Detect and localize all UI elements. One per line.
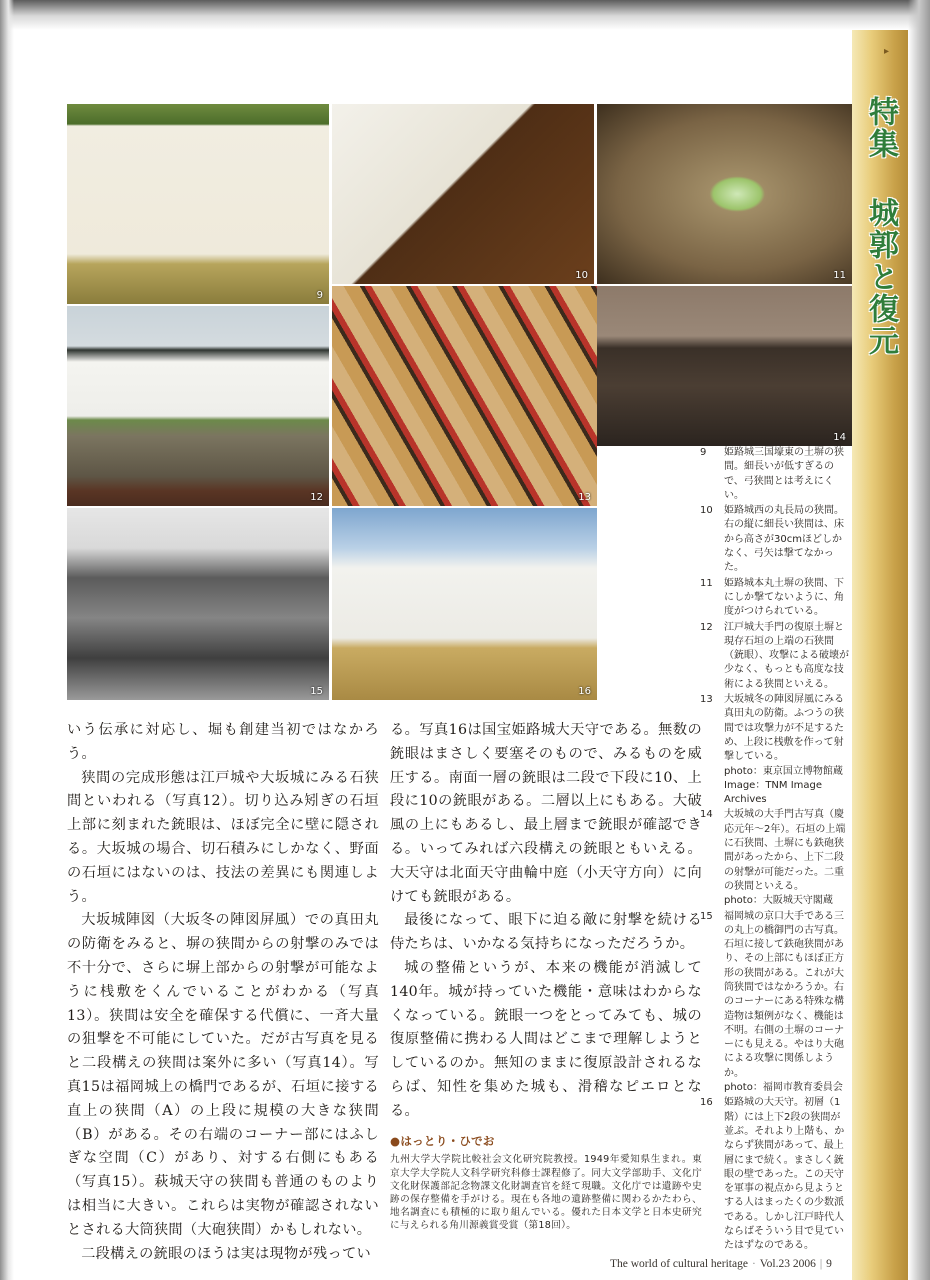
photo-captions — [700, 446, 850, 1255]
caption-text: 福岡城の京口大手である三の丸上の橋御門の古写真。石垣に接して鉄砲狭間があり、その上部にもほぼ正方形の狭間がある。これが大筒狭間ではなかろうか。右のコーナーにある特殊な構造物は類例がなく、機能は不明。右側の土塀のコーナーにも見える。やはり大砲による攻撃に関係しようか。 — [724, 910, 844, 1079]
photo-14 — [597, 286, 852, 446]
photo-number: 11 — [833, 270, 846, 281]
caption-number: 10 — [700, 505, 713, 517]
page-number: 9 — [826, 1258, 832, 1270]
photo-11 — [597, 104, 852, 284]
photo-12 — [67, 306, 329, 506]
photo-13 — [332, 286, 597, 506]
caption-body — [724, 693, 850, 807]
caption-number: 11 — [700, 577, 713, 589]
author-bio: 九州大学大学院比較社会文化研究院教授。1949年愛知県生まれ。東京大学大学院人文科学研究科修士課程修了。同大文学部助手、文化庁文化財保護部記念物課文化財調査官を経て現職。文化庁では遺跡や史跡の保存整備を手がける。現在も各地の遺跡整備に関わるかたわら、地名調査にも積極的に取り組んでいる。優れた日本文学と日本史研究に与えられる角川源義賞受賞（第18回）。 — [390, 1154, 702, 1232]
footer-separator: · — [751, 1258, 756, 1270]
caption-text: 姫路城の大天守。初層（1階）には上下2段の狭間が並ぶ。それより上階も、かならず狭間があって、最上層にまで続く。まさしく銃眼の壁であった。この天守を軍事の視点から見ようとする人はまったくの少数派である。しかし江戸時代人ならばそういう目で見ていたはずなのである。 — [724, 1097, 845, 1252]
caption-number: 15 — [700, 910, 713, 922]
caption-number: 12 — [700, 621, 713, 633]
photo-10 — [332, 104, 594, 284]
photo-number: 12 — [310, 492, 323, 503]
photo-9 — [67, 104, 329, 304]
page-edge-left — [0, 0, 14, 1280]
image-credit: Image：TNM Image Archives — [724, 779, 823, 806]
caption-number: 14 — [700, 809, 713, 821]
body-paragraph: 城の整備というが、本来の機能が消滅して140年。城が持っていた機能・意味はわからなくなっている。銃眼一つをとってみても、城の復原整備に携わる人間はどこまで理解しようとしているのか。無知のままに復原設計されるならば、知性を集めた城も、滑稽なピエロとなる。 — [390, 959, 702, 1119]
photo-16 — [332, 508, 597, 700]
body-paragraph: る。写真16は国宝姫路城大天守である。無数の銃眼はまさしく要塞そのもので、みるものを威圧する。南面一層の銃眼は二段で下段に10、上段に10の銃眼がある。二層以上にもある。大破風の上にもあるし、最上層まで銃眼が確認できる。いってみれば六段構えの銃眼ともいえる。大天守は北面天守曲輪中庭（小天守方向）に向けても銃眼がある。 — [390, 722, 702, 905]
body-paragraph: 二段構えの銃眼のほうは実は現物が残ってい — [81, 1245, 371, 1262]
caption-13 — [700, 693, 850, 807]
page-footer — [610, 1258, 850, 1270]
caption-10 — [700, 504, 850, 575]
page-edge-right — [908, 0, 930, 1280]
photo-number: 10 — [575, 270, 588, 281]
photo-credit: photo：大阪城天守閣蔵 — [724, 895, 833, 907]
body-paragraph: 狭間の完成形態は江戸城や大坂城にみる石狭間といわれる（写真12）。切り込み矧ぎの石垣上部に刻まれた銃眼は、ほぼ完全に壁に隠される。大坂城の場合、切石積みにしかなく、野面の石垣にはないのは、技法の差異にも関連しよう。 — [67, 769, 379, 905]
corner-mark: ▸ — [884, 46, 890, 57]
caption-body — [724, 808, 850, 908]
caption-body — [724, 910, 850, 1096]
caption-16 — [700, 1096, 850, 1253]
caption-number: 9 — [700, 447, 707, 458]
author-name: ●はっとり・ひでお — [390, 1133, 495, 1148]
footer-separator: | — [819, 1258, 823, 1270]
caption-number: 13 — [700, 694, 713, 706]
volume-label: Vol.23 2006 — [759, 1258, 816, 1270]
page-edge-top — [0, 0, 930, 30]
caption-text: 姫路城西の丸長局の狭間。右の縦に細長い狭間は、床から高さが30cmほどしかなく、弓矢は撃てなかった。 — [724, 505, 844, 574]
body-paragraph: 最後になって、眼下に迫る敵に射撃を続ける侍たちは、いかなる気持ちになっただろうか。 — [390, 912, 702, 953]
caption-12 — [700, 621, 850, 692]
caption-text: 姫路城三国壕東の土塀の狭間。細長いが低すぎるので、弓狭間とは考えにくい。 — [724, 447, 844, 501]
caption-14 — [700, 808, 850, 908]
photo-number: 16 — [578, 686, 591, 697]
photo-credit: photo：福岡市教育委員会 — [724, 1082, 843, 1094]
caption-text: 姫路城本丸土塀の狭間、下にしか撃てないように、角度がつけられている。 — [724, 577, 844, 618]
photo-number: 15 — [310, 686, 323, 697]
caption-9 — [700, 446, 850, 503]
body-paragraph: 大坂城陣図（大坂冬の陣図屏風）での真田丸の防衛をみると、塀の狭間からの射撃のみでは不十分で、さらに塀上部からの射撃が可能なように桟敷をくんでいることがわかる（写真13）。狭間は安全を確保する代償に、一斉大量の狙撃を不可能にしていた。だが古写真を見ると二段構えの狭間は案外に多い（写真14）。写真15は福岡城上の橋門であるが、石垣に接する直上の狭間（A）の上段に規模の大きな狭間（B）がある。その右端のコーナー部にはふしぎな空間（C）があり、対する右側にもある（写真15）。萩城天守の狭間も普通のものよりは相当に大きい。これらは実物が確認されないとされる大筒狭間（大砲狭間）かもしれない。 — [67, 912, 379, 1238]
body-paragraph: いう伝承に対応し、堀も創建当初ではなかろう。 — [67, 722, 379, 762]
caption-11 — [700, 577, 850, 620]
publication-name: The world of cultural heritage — [610, 1258, 748, 1270]
caption-text: 大坂城冬の陣図屏風にみる真田丸の防衛。ふつうの狭間では攻撃力が不足するため、上段に桟敷を作って射撃している。 — [724, 694, 844, 763]
photo-15 — [67, 508, 329, 700]
caption-number: 16 — [700, 1097, 713, 1109]
section-title: 特集 城郭と復元 — [863, 96, 898, 357]
body-column-left — [67, 719, 379, 1266]
caption-text: 大坂城の大手門古写真（慶応元年〜2年）。石垣の上端に石狭間、土塀にも鉄砲狭間があったから、上下二段の射撃が可能だった。二重の狭間といえる。 — [724, 809, 846, 892]
body-column-middle — [390, 719, 702, 1233]
photo-credit: photo：東京国立博物館蔵 — [724, 765, 843, 777]
photo-number: 14 — [833, 432, 846, 443]
photo-number: 9 — [316, 290, 323, 301]
photo-number: 13 — [578, 492, 591, 503]
caption-15 — [700, 910, 850, 1096]
caption-text: 江戸城大手門の復原土塀と現存石垣の上端の石狭間（銃眼）、攻撃による破壊が少なく、もっとも高度な技術による狭間といえる。 — [724, 621, 849, 690]
